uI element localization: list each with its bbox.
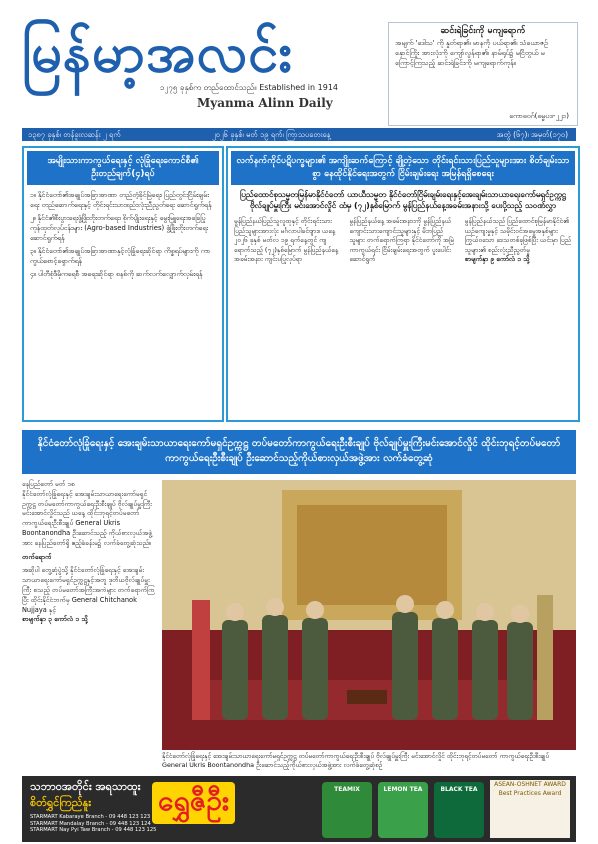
ad-contacts — [30, 814, 156, 834]
news-subhead: တက်ရောက် — [22, 552, 52, 561]
dhamma-notice-box — [388, 22, 578, 126]
dateline-myanmar-date: ၁၃၈၇ ခုနှစ်၊ တန်ခူးလဆန်း ၂ ရက် — [28, 130, 121, 139]
news-body: နိုင်ငံတော်လုံခြုံရေးနှင့် အေးချမ်းသာယာရေးကော်မရှင်ဥက္ကဋ္ဌ တပ်မတော်ကာကွယ်ရေးဦးစီးချုပ် ဗိုလ်ချုပ်မှူးကြီး မင်းအောင်လှိုင်သည် ယနေ့ ထိုင်းဘုရင့်တပ်မတော် ကာကွယ်ရေးဦးစီးချုပ် General Ukris Boontanondha ဦးဆောင်သည့် ကိုယ်စားလှယ်အဖွဲ့အား နေပြည်တော်ရှိ ဧည့်ခံခန်းမ၌ လက်ခံတွေ့ဆုံသည်။ — [22, 489, 152, 547]
established-line: ၁၂၇၅ ခုနှစ်က တည်ထောင်သည်။ Established in 1914 — [160, 83, 338, 92]
message-column-2: မွန်ပြည်နယ်နေ့ အခမ်းအနားကို မွန်ပြည်နယ် ကျောင်းသားကျောင်းသူများနှင့် မိဘပြည်သူများ တက်ရောက်ကြရာ နိုင်ငံတော်ကို အမြဲကာကွယ်ရင်း ငြိမ်းချမ်းရေးအတွက် ပူးပေါင်းဆောင်ရွက် — [349, 217, 454, 263]
objective-item: ၃။ နိုင်ငံတော်၏အချုပ်အခြာအာဏာနှင့်လုံခြုံရေးဆိုင်ရာ ကိစ္စရပ်များကို ကာကွယ်စောင့်ရှောက်ရန် — [30, 247, 211, 265]
teamix-pack: TEAMIX — [322, 782, 372, 838]
lemon-tea-pack: LEMON TEA — [378, 782, 428, 838]
lead-story-headline: နိုင်ငံတော်လုံခြုံရေးနှင့် အေးချမ်းသာယာရေးကော်မရှင်ဥက္ကဋ္ဌ တပ်မတော်ကာကွယ်ရေးဦးစီးချုပ် ဗိုလ်ချုပ်မှူးကြီးမင်းအောင်လှိုင် ထိုင်းဘုရင့်တပ်မတော်ကာကွယ်ရေးဦးစီးချုပ် ဦးဆောင်သည့်ကိုယ်စားလှယ်အဖွဲ့အား လက်ခံတွေ့ဆုံ — [22, 430, 576, 474]
objectives-list — [24, 188, 222, 284]
dateline-bar — [22, 128, 576, 141]
ad-tagline-2: စိတ်ရွှင်ကြည်နူး — [30, 796, 92, 809]
ad-contact-line: STARMART Mandalay Branch - 09 448 123 124 — [30, 820, 151, 827]
message-column-3 — [465, 217, 572, 265]
ad-contact-line: STARMART Nay Pyi Taw Branch - 09 448 123 125 — [30, 827, 157, 834]
notice-source: ကောဓဝဂ်(ဓမ္မပဒ-၂၂၁) — [509, 112, 569, 120]
tea-advertisement — [22, 776, 576, 842]
ad-tagline-1: သဘာဝအတိုင်း အရသာထူး — [30, 780, 141, 793]
ad-brand-logo: ရွှေဇီဦး — [152, 782, 235, 824]
objectives-box — [22, 146, 224, 422]
masthead-english: Myanma Alinn Daily — [197, 96, 333, 110]
masthead-title: မြန်မာ့အလင်း — [22, 20, 293, 84]
objective-item: ၂။ နိုင်ငံ၏စီးပွားရေးဖွံ့ဖြိုးတိုးတက်ရေး၊ စိုက်ပျိုးရေးနှင့် မွေးမြူရေးအခြေပြု ကုန်ထုတ်လုပ်ငန်းများ (Agro-based Industries) ဖွံ့ဖြိုးတိုးတက်ရေး ဆောင်ရွက်ရန် — [30, 214, 208, 242]
news-byline: နေပြည်တော် မတ် ၁၈ — [22, 480, 75, 488]
ad-contact-line: STARMART Kabaraye Branch - 09 448 123 123 — [30, 814, 151, 820]
objective-item: ၁။ နိုင်ငံတော်၏အချုပ်အခြာအာဏာ တည်တံ့ခိုင်မြဲရေး၊ ပြည်တွင်းငြိမ်းချမ်းရေး တည်ဆောက်ရေးနှင့် တိုင်းရင်းသားစည်းလုံးညီညွတ်ရေး ဆောင်ရွက်ရန် — [30, 191, 212, 209]
message-columns — [228, 215, 578, 267]
continued-link[interactable]: စာမျက်နှာ ၉ ကော်လံ ၁ သို့ — [464, 255, 530, 263]
dateline-volume: အတွဲ (၆၇)၊ အမှတ်(၁၇၀) — [496, 130, 568, 139]
meeting-photo-illustration — [162, 480, 576, 750]
message-headline: လက်နက်ကိုင်ပဋိပက္ခများ၏ အကျိုးဆက်ကြောင့် ချို့တဲ့သော တိုင်းရင်းသားပြည်သူများအား စိတ်ချမ်းသာစွာ နေထိုင်နိုင်ရေးအတွက် ငြိမ်းချမ်းရေး အမြန်ရရှိစေရေး — [231, 151, 575, 185]
masthead — [22, 22, 376, 120]
news-body-2: အဆိုပါ တွေ့ဆုံပွဲသို့ နိုင်ငံတော်လုံခြုံရေးနှင့် အေးချမ်းသာယာရေးကော်မရှင်ဥက္ကဋ္ဌနှင့်အတူ ဒုတိယဗိုလ်ချုပ်မှူးကြီး စသည့် တပ်မတော်အကြီးအကဲများ တက်ရောက်ကြပြီး ထိုင်းနိုင်ငံဘက်မှ General Chitchanok Nujjaya နှင့် — [22, 566, 155, 614]
continued-link[interactable]: စာမျက်နှာ ၃ ကော်လံ ၁ သို့ — [22, 615, 88, 624]
meeting-photo — [162, 480, 576, 750]
message-column-3-text: မွန်ပြည်နယ်သည် ပြည်ထောင်စုမြန်မာနိုင်ငံ၏ ယဉ်ကျေးမှုနှင့် သမိုင်းဝင်အမွေအနှစ်များ ကြွယ်ဝသော ဒေသတစ်ခုဖြစ်ပြီး ယင်းမှာ ပြည်သူများ၏ စည်းလုံးညီညွတ်မှု — [464, 217, 572, 254]
notice-body: အမျက် 'ဒေါသ' ကို နှုတ်ရာ၏၊ မာနကို ပယ်ရာ၏၊ သံယောဇဉ်နှောင်ကြိုး အားလုံးကို ကျော်လွန်ရာ၏၊ နာမ်ရုပ်၌ မငြိတွယ် မကြောင့်ကြသည့် ဆင်းရဲခြင်းကို မကျရောက်ကုန်။ — [395, 39, 548, 67]
black-tea-pack: BLACK TEA — [434, 782, 484, 838]
message-subhead: ပြည်ထောင်စုသမ္မတမြန်မာနိုင်ငံတော် ယာယီသမ္မတ နိုင်ငံတော်ငြိမ်းချမ်းရေးနှင့်အေးချမ်းသာယာရေးကော်မရှင်ဥက္ကဋ္ဌ ဗိုလ်ချုပ်မှူးကြီး မင်းအောင်လှိုင် ထံမှ (၇၂)နှစ်မြောက် မွန်ပြည်နယ်နေ့အခမ်းအနားသို့ ပေးပို့သည့် သဝဏ်လွှာ — [239, 190, 567, 210]
award-badge: ASEAN-OSHNET AWARD Best Practices Award — [490, 780, 570, 838]
message-column-1: မွန်ပြည်နယ်ပြည်သူလူထုနှင့် တိုင်းရင်းသားပြည်သူများအားလုံး မင်္ဂလာပါခင်ဗျား။ ယနေ့ ၂၀၂၆ ခုနှစ် မတ်လ ၁၉ ရက်နေ့တွင် ကျရောက်သည့် (၇၂)နှစ်မြောက် မွန်ပြည်နယ်နေ့ အခမ်းအနား ကျင်းပပြုလုပ်ရာ — [234, 217, 339, 263]
objectives-headline: အမျိုးသားကာကွယ်ရေးနှင့် လုံခြုံရေးကောင်စီ၏ ဦးတည်ချက်(၄)ရပ် — [27, 151, 219, 185]
photo-caption: နိုင်ငံတော်လုံခြုံရေးနှင့် အေးချမ်းသာယာရေးကော်မရှင်ဥက္ကဋ္ဌ တပ်မတော်ကာကွယ်ရေးဦးစီးချုပ် ဗိုလ်ချုပ်မှူးကြီး မင်းအောင်လှိုင် ထိုင်းဘုရင့်တပ်မတော် ကာကွယ်ရေးဦးစီးချုပ် General Ukris Boontanondha ဦးဆောင်သည့်ကိုယ်စားလှယ်အဖွဲ့အား လက်ခံတွေ့ဆုံစဉ် — [162, 752, 549, 769]
objective-item: ၄။ ပါတီစုံဒီမိုကရေစီ အရေးဆိုင်ရာ စနစ်ကို ဆက်လက်လျှောက်လှမ်းရန် — [30, 270, 203, 278]
message-article-box — [226, 146, 580, 422]
notice-title: ဆင်းရဲခြင်းကို မကျရောက် — [440, 26, 526, 36]
dateline-gregorian-date: ၂၀၂၆ ခုနှစ်၊ မတ် ၁၉ ရက်၊ ကြာသပတေးနေ့ — [212, 130, 331, 139]
